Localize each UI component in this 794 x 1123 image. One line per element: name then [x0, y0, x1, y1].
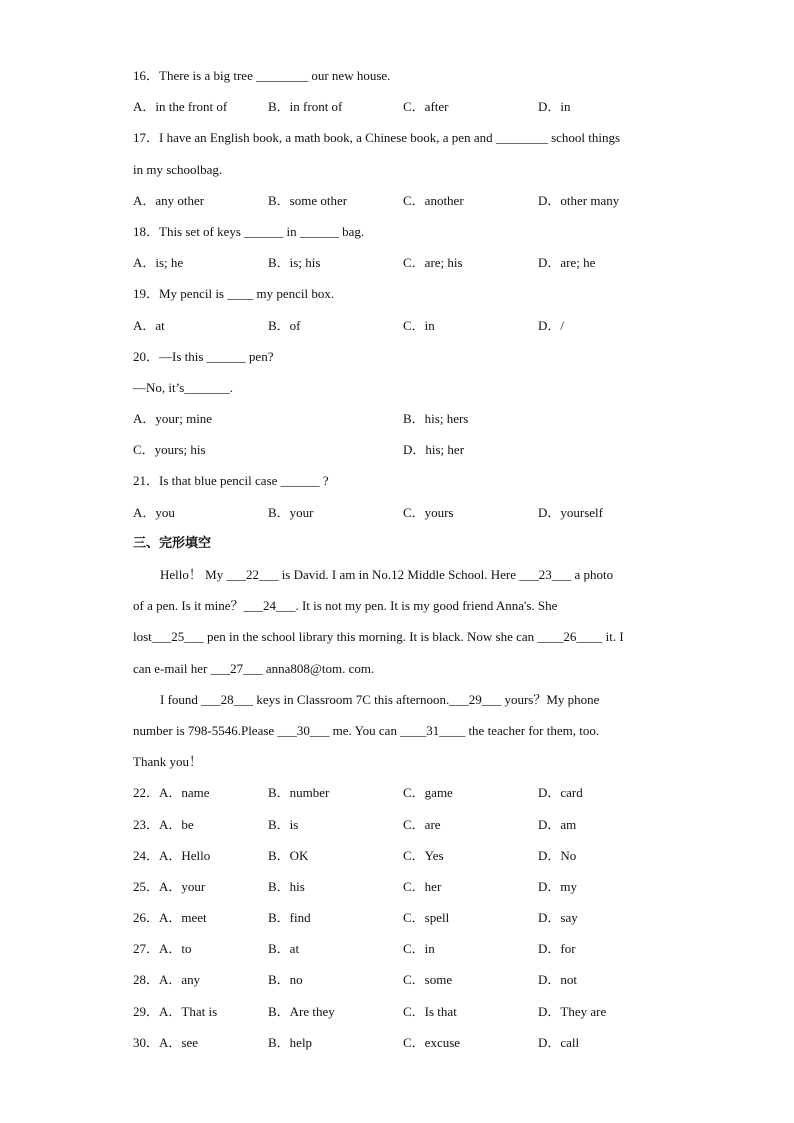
question-stem-cont: —No, it’s_______.: [133, 379, 234, 395]
option: C．in: [403, 941, 435, 957]
option: A．is; he: [133, 255, 184, 271]
option: D．his; her: [403, 442, 465, 458]
option: D．call: [538, 1034, 580, 1050]
option: D．am: [538, 816, 577, 832]
option: [133, 1027, 268, 1058]
option: B．your: [268, 504, 314, 520]
option: [133, 933, 268, 964]
question-number: 24．: [133, 847, 160, 863]
option: A．your; mine: [133, 411, 213, 427]
option: C．some: [403, 972, 453, 988]
option: D．/: [538, 317, 565, 333]
cloze-options-row: [133, 902, 673, 933]
question-stem: 17．I have an English book, a math book, a Chinese book, a pen and ________ school things: [133, 130, 621, 146]
section-title: 三、完形填空: [133, 535, 212, 551]
document-page: [133, 60, 673, 1058]
option-text: A．Hello: [159, 847, 211, 863]
options-row: [133, 310, 673, 341]
option: C．her: [403, 878, 442, 894]
question-stem-cont: in my schoolbag.: [133, 161, 223, 177]
option: D．are; he: [538, 255, 596, 271]
cloze-options-row: [133, 996, 673, 1027]
cloze-options-row: [133, 809, 673, 840]
option: C．yours: [403, 504, 454, 520]
option: C．Yes: [403, 847, 444, 863]
question-number: 26．: [133, 910, 160, 926]
question-number: 25．: [133, 878, 160, 894]
option: D．not: [538, 972, 578, 988]
option: B．his; hers: [403, 411, 469, 427]
options-row: [133, 403, 673, 434]
options-row: [133, 185, 673, 216]
question-stem: 16．There is a big tree ________ our new house.: [133, 68, 391, 83]
option: D．in: [538, 99, 571, 115]
option: C．after: [403, 99, 449, 115]
passage-line: I found ___28___ keys in Classroom 7C this afternoon.___29___ yours？My phone: [160, 691, 600, 707]
option: B．is; his: [268, 255, 321, 271]
question-number: 28．: [133, 972, 160, 988]
option: B．of: [268, 317, 301, 333]
question-number: 29．: [133, 1003, 160, 1019]
option: D．say: [538, 910, 578, 926]
cloze-options-row: [133, 1027, 673, 1058]
option-text: A．see: [159, 1034, 199, 1050]
passage-line: Thank you！: [133, 754, 202, 770]
option: D．yourself: [538, 504, 603, 520]
option: D．No: [538, 847, 577, 863]
option-text: A．your: [159, 878, 206, 894]
passage-line: number is 798-5546.Please ___30___ me. You can ____31____ the teacher for them, too.: [133, 722, 600, 738]
option: B．at: [268, 941, 300, 957]
question-number: 22．: [133, 785, 160, 801]
option: [133, 871, 268, 902]
option: C．spell: [403, 910, 450, 926]
option: D．other many: [538, 192, 620, 208]
option-text: A．That is: [159, 1003, 218, 1019]
passage-line: lost___25___ pen in the school library this morning. It is black. Now she can ____26____ it. I: [133, 629, 624, 645]
option-text: A．name: [159, 785, 210, 801]
cloze-options-row: [133, 777, 673, 808]
option: C．are; his: [403, 255, 463, 271]
option: [133, 777, 268, 808]
question-stem: 20．—Is this ______ pen?: [133, 348, 274, 364]
question-number: 23．: [133, 816, 160, 832]
option: C．yours; his: [133, 442, 206, 458]
option: B．is: [268, 816, 299, 832]
option: D．my: [538, 878, 578, 894]
option: C．are: [403, 816, 441, 832]
option: C．in: [403, 317, 435, 333]
option: B．in front of: [268, 99, 343, 115]
option: A．at: [133, 317, 165, 333]
option: [133, 902, 268, 933]
passage-line: Hello！ My ___22___ is David. I am in No.12 Middle School. Here ___23___ a photo: [160, 567, 614, 582]
option-text: A．to: [159, 941, 192, 957]
option: C．game: [403, 785, 453, 801]
option: B．his: [268, 878, 305, 894]
question-stem: 18．This set of keys ______ in ______ bag.: [133, 223, 365, 239]
option: [133, 964, 268, 995]
question-stem: 21．Is that blue pencil case ______ ?: [133, 473, 329, 489]
option: D．They are: [538, 1003, 607, 1019]
option: A．any other: [133, 192, 205, 208]
option: [133, 996, 268, 1027]
option: B．OK: [268, 847, 309, 863]
option: B．help: [268, 1034, 313, 1050]
options-row: [133, 497, 673, 528]
option: [133, 809, 268, 840]
option: B．number: [268, 785, 330, 801]
question-stem: 19．My pencil is ____ my pencil box.: [133, 286, 335, 302]
option: C．another: [403, 192, 464, 208]
option-text: A．meet: [159, 910, 207, 926]
option: C．excuse: [403, 1034, 461, 1050]
option: [133, 840, 268, 871]
question-number: 30．: [133, 1034, 160, 1050]
option: D．card: [538, 785, 583, 801]
passage-line: of a pen. Is it mine？___24___. It is not my pen. It is my good friend Anna's. She: [133, 598, 558, 614]
option: B．some other: [268, 192, 348, 208]
cloze-options-row: [133, 871, 673, 902]
options-row: [133, 434, 673, 465]
option: C．Is that: [403, 1003, 457, 1019]
cloze-options-row: [133, 840, 673, 871]
cloze-options-row: [133, 964, 673, 995]
option: B．find: [268, 910, 311, 926]
option: A．you: [133, 504, 175, 520]
option: A．in the front of: [133, 99, 228, 115]
option: B．Are they: [268, 1003, 335, 1019]
cloze-options-row: [133, 933, 673, 964]
options-row: [133, 91, 673, 122]
question-number: 27．: [133, 941, 160, 957]
passage-line: can e-mail her ___27___ anna808@tom. com.: [133, 660, 375, 676]
options-row: [133, 247, 673, 278]
option: D．for: [538, 941, 576, 957]
option-text: A．be: [159, 816, 194, 832]
option: B．no: [268, 972, 303, 988]
option-text: A．any: [159, 972, 201, 988]
